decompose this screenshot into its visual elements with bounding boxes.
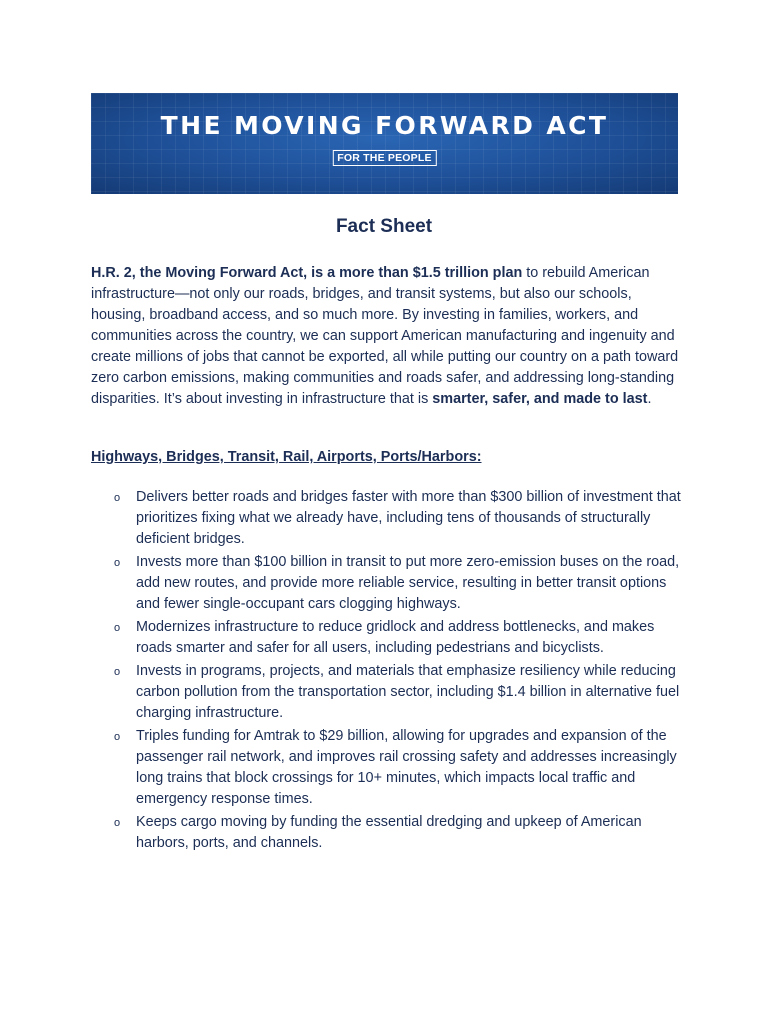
list-item [114,726,684,810]
intro-bold-lead: H.R. 2, the Moving Forward Act, is a more than $1.5 trillion plan [91,265,523,281]
list-item-text: Invests in programs, projects, and materials that emphasize resiliency while reducing carbon pollution from the transportation sector, including $1.4 billion in alternative fuel charging infrastructure. [136,663,680,721]
bullet-marker-icon: o [114,817,121,829]
list-item [114,487,684,550]
banner-title: THE MOVING FORWARD ACT [160,111,609,140]
intro-bold-tail: smarter, safer, and made to last [432,391,648,407]
bullet-list [114,487,684,856]
list-item-text: Invests more than $100 billion in transit to put more zero-emission buses on the road, add new routes, and provide more reliable service, resulting in better transit options and fewer single-occupant cars clogging highways. [136,554,680,612]
banner-badge: FOR THE PEOPLE [332,150,436,166]
bullet-marker-icon: o [114,492,121,504]
list-item [114,661,684,724]
list-item-text: Modernizes infrastructure to reduce gridlock and address bottlenecks, and makes roads smarter and safer for all users, including pedestrians and bicyclists. [136,619,655,656]
list-item [114,552,684,615]
bullet-marker-icon: o [114,731,121,743]
intro-body: to rebuild American infrastructure—not only our roads, bridges, and transit systems, but also our schools, housing, broadband access, and so much more. By investing in families, workers, and communities across the country, we can support American manufacturing and ingenuity and create millions of jobs that cannot be exported, all while putting our country on a path toward zero carbon emissions, making communities and roads safer, and addressing long-standing disparities. It’s about investing in infrastructure that is [91,265,679,407]
intro-end: . [647,391,652,407]
header-banner [91,93,678,194]
list-item-text: Keeps cargo moving by funding the essential dredging and upkeep of American harbors, ports, and channels. [136,814,642,851]
list-item-text: Triples funding for Amtrak to $29 billion, allowing for upgrades and expansion of the passenger rail network, and improves rail crossing safety and addresses increasingly long trains that block crossings for 10+ minutes, which impacts local traffic and emergency response times. [136,728,677,807]
bullet-marker-icon: o [114,666,121,678]
section-heading: Highways, Bridges, Transit, Rail, Airports, Ports/Harbors: [91,449,482,465]
page-title: Fact Sheet [335,216,433,237]
list-item [114,812,684,854]
list-item [114,617,684,659]
bullet-marker-icon: o [114,622,121,634]
bullet-marker-icon: o [114,557,121,569]
list-item-text: Delivers better roads and bridges faster with more than $300 billion of investment that prioritizes fixing what we already have, including tens of thousands of structurally deficient bridges. [136,489,681,547]
intro-paragraph [91,263,681,410]
